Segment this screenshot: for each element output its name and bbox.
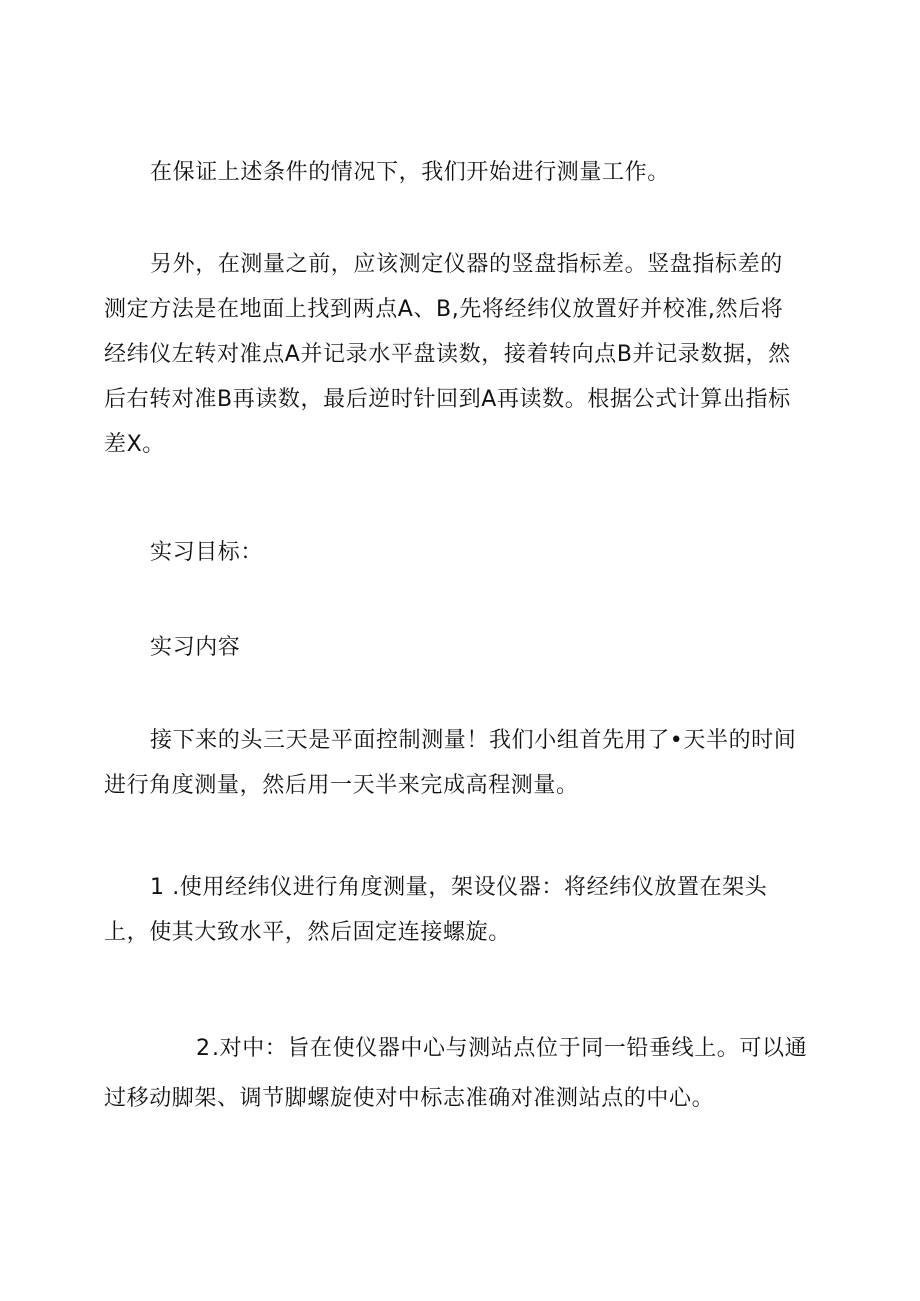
- paragraph-line: 后右转对准B再读数，最后逆时针回到A再读数。根据公式计算出指标: [104, 387, 791, 412]
- paragraph-step-1: [104, 865, 816, 955]
- paragraph-line: 经纬仪左转对准点A并记录水平盘读数，接着转向点B并记录数据，然: [104, 342, 791, 367]
- paragraph-line: 在保证上述条件的情况下，我们开始进行测量工作。: [150, 160, 670, 185]
- paragraph-index-error: [104, 242, 816, 467]
- step-number: 2: [196, 1036, 211, 1061]
- paragraph-step-2: [104, 1024, 816, 1124]
- paragraph-line: 实习内容: [150, 635, 241, 660]
- step-text: .对中：旨在使仪器中心与测站点位于同一铅垂线上。可以通: [212, 1036, 808, 1061]
- paragraph-line: 进行角度测量，然后用一天半来完成高程测量。: [104, 773, 579, 798]
- paragraph-line: 差X。: [104, 432, 165, 457]
- paragraph-line: 测定方法是在地面上找到两点A、B,先将经纬仪放置好并校准,然后将: [104, 297, 784, 322]
- heading-internship-content: [104, 625, 816, 670]
- heading-internship-goal: [104, 530, 816, 575]
- paragraph-line: 上，使其大致水平，然后固定连接螺旋。: [104, 920, 511, 945]
- paragraph-line: 实习目标：: [150, 540, 264, 565]
- paragraph-line: 另外，在测量之前，应该测定仪器的竖盘指标差。竖盘指标差的: [150, 252, 783, 277]
- paragraph-line: [104, 1024, 816, 1074]
- paragraph-line: 1 .使用经纬仪进行角度测量，架设仪器：将经纬仪放置在架头: [150, 875, 768, 900]
- paragraph-control-survey: [104, 718, 816, 808]
- paragraph-line: 接下来的头三天是平面控制测量！我们小组首先用了•天半的时间: [150, 728, 797, 753]
- paragraph-line: 过移动脚架、调节脚螺旋使对中标志准确对准测站点的中心。: [104, 1086, 715, 1111]
- paragraph-condition: [104, 150, 816, 195]
